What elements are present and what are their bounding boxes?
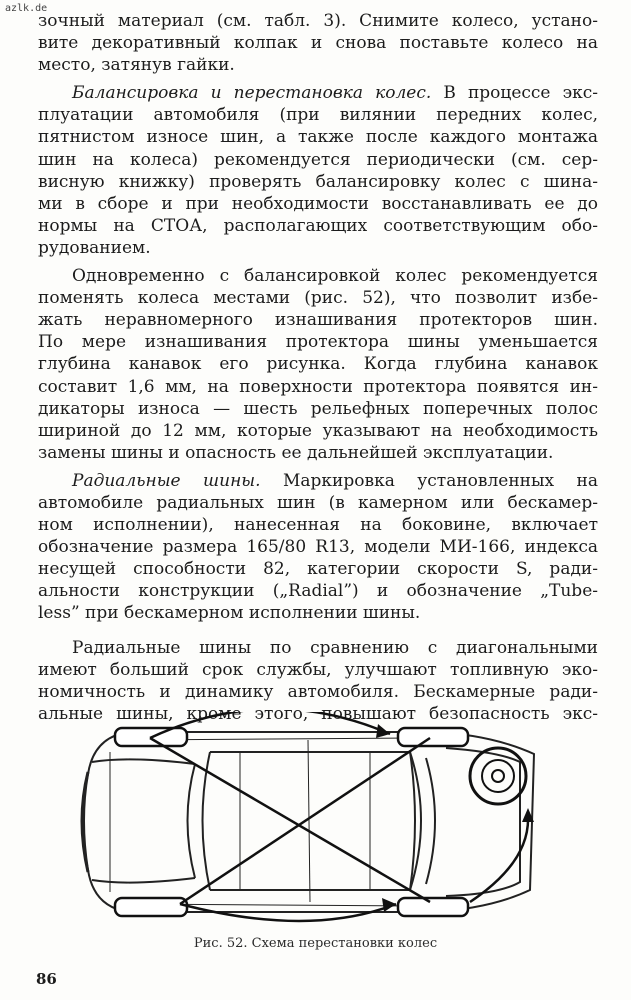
text-line: висную книжку) проверять балансировку колес с шина- xyxy=(38,171,598,192)
paragraph-continuation xyxy=(38,10,598,76)
figure-caption: Рис. 52. Схема перестановки колес xyxy=(193,936,438,951)
section-heading-balancing: Балансировка и перестановка колес. xyxy=(72,83,432,104)
page-number: 86 xyxy=(36,970,57,988)
text-line: ном исполнении), нанесенная на боковине, включает xyxy=(38,515,598,536)
text-line: Одновременно с балансировкой колес рекомендуется xyxy=(72,266,598,287)
text-line: ми в сборе и при необходимости восстанавливать ее до xyxy=(38,193,598,214)
text-line: плуатации автомобиля (при вилянии передних колес, xyxy=(38,105,598,126)
paragraph-rotation xyxy=(38,265,598,464)
text-line: дикаторы износа — шесть рельефных поперечных полос xyxy=(38,398,598,419)
text-line: глубина канавок его рисунка. Когда глубина канавок xyxy=(38,354,598,375)
text-line: шин на колеса) рекомендуется периодически (см. сер- xyxy=(38,149,598,170)
text-line: По мере изнашивания протектора шины уменьшается xyxy=(38,332,598,353)
text-line: рудованием. xyxy=(38,237,151,258)
paragraph-radial xyxy=(38,470,598,625)
text-run: В процессе экс- xyxy=(431,83,598,104)
text-line: пятнистом износе шин, а также после каждого монтажа xyxy=(38,127,598,148)
text-line: вите декоративный колпак и снова поставьте колесо на xyxy=(38,33,598,54)
text-line: замены шины и опасность ее дальнейшей эксплуатации. xyxy=(38,442,554,463)
text-line: место, затянув гайки. xyxy=(38,55,235,76)
text-line: Радиальные шины по сравнению с диагональными xyxy=(72,637,598,658)
text-line: составит 1,6 мм, на поверхности протектора появятся ин- xyxy=(38,376,598,397)
text-line: less” при бескамерном исполнении шины. xyxy=(38,603,421,624)
text-line: шириной до 12 мм, которые указывают на необходимость xyxy=(38,420,598,441)
text-line: альные шины, кроме этого, повышают безопасность экс- xyxy=(38,703,598,724)
section-heading-radial: Радиальные шины. xyxy=(72,470,261,491)
text-line: поменять колеса местами (рис. 52), что позволит избе- xyxy=(38,288,598,309)
car-wheel-rotation-diagram-icon xyxy=(70,712,560,930)
text-line: жать неравномерного изнашивания протекторов шин. xyxy=(38,310,598,331)
text-run: Маркировка установленных на xyxy=(260,470,598,491)
text-line xyxy=(38,470,598,492)
site-watermark: azlk.de xyxy=(5,3,48,14)
text-line: имеют больший срок службы, улучшают топливную эко- xyxy=(38,659,598,680)
text-line: альности конструкции („Radial”) и обозначение „Tube- xyxy=(38,581,598,602)
paragraph-balancing xyxy=(38,82,598,259)
text-line xyxy=(38,82,598,104)
text-line: номичность и динамику автомобиля. Бескамерные ради- xyxy=(38,681,598,702)
figure-wheel-rotation xyxy=(70,712,560,930)
text-line: обозначение размера 165/80 R13, модели МИ-166, индекса xyxy=(38,537,598,558)
text-line: несущей способности 82, категории скорости S, ради- xyxy=(38,559,598,580)
text-line: зочный материал (см. табл. 3). Снимите колесо, устано- xyxy=(38,11,598,31)
text-line: нормы на СТОА, располагающих соответствующим обо- xyxy=(38,215,598,236)
text-line: автомобиле радиальных шин (в камерном или бескамер- xyxy=(38,492,598,513)
page-text xyxy=(38,10,598,731)
